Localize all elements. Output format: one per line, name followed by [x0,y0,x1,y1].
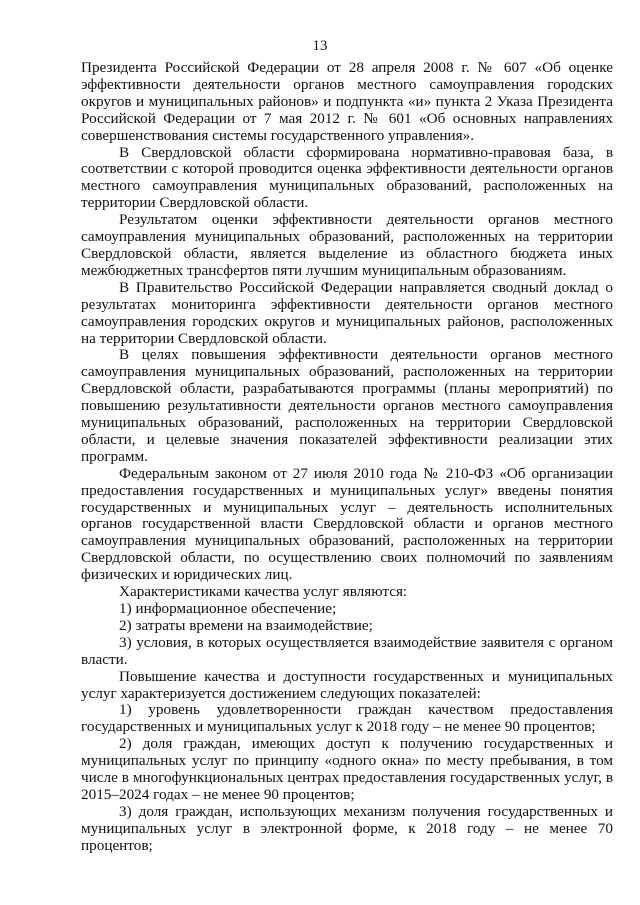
list-item: 3) условия, в которых осуществляется взаимодействие заявителя с органом власти. [81,633,613,668]
list-intro: Характеристиками качества услуг являются: [119,583,408,601]
list-item: 3) доля граждан, использующих механизм получения государственных и муниципальных услуг в электронной форме, к 2018 году – не менее 70 процентов; [81,802,613,854]
paragraph: Президента Российской Федерации от 28 апреля 2008 г. № 607 «Об оценке эффективности деятельности органов местного самоуправления городских округов и муниципальных районов» и подпункта «и» пункта 2 Указа Президента Российской Федерации от 7 мая 2012 г. № 601 «Об основных направлениях совершенствования системы государственного управления». [81,59,613,144]
paragraph: В Свердловской области сформирована нормативно-правовая база, в соответствии с которой проводится оценка эффективности деятельности органов местного самоуправления муниципальных образований, расположенных на территории Свердловской области. [81,143,613,212]
list-item: 1) уровень удовлетворенности граждан качеством предоставления государственных и муниципальных услуг к 2018 году – не менее 90 процентов; [81,701,613,736]
list-item: 1) информационное обеспечение; [119,600,337,617]
page-number: 13 [312,38,328,54]
paragraph: В целях повышения эффективности деятельности органов местного самоуправления муниципальных образований, расположенных на территории Свердловской области, разрабатываются программы (планы мероприятий) по повышению результативности деятельности органов местного самоуправления муниципальных образований, расположенных на территории Свердловской области, и целевые значения показателей эффективности реализации этих программ. [81,346,613,465]
paragraph: В Правительство Российской Федерации направляется сводный доклад о результатах мониторинга эффективности деятельности органов местного самоуправления городских округов и муниципальных районов, расположенных на территории Свердловской области. [81,278,613,347]
list-item: 2) затраты времени на взаимодействие; [119,616,373,634]
list-intro: Повышение качества и доступности государственных и муниципальных услуг характеризуется достижением следующих показателей: [81,667,613,702]
paragraph: Федеральным законом от 27 июля 2010 года № 210-ФЗ «Об организации предоставления государственных и муниципальных услуг» введены понятия государственных и муниципальных услуг – деятельность исполнительных органов государственной власти Свердловской области и органов местного самоуправления муниципальных образований, расположенных на территории Свердловской области, по осуществлению своих полномочий по заявлениям физических и юридических лиц. [81,464,613,584]
list-item: 2) доля граждан, имеющих доступ к получению государственных и муниципальных услуг по принципу «одного окна» по месту пребывания, в том числе в многофункциональных центрах предоставления государственных услуг, в 2015–2024 годах – не менее 90 процентов; [81,735,613,803]
paragraph: Результатом оценки эффективности деятельности органов местного самоуправления муниципальных образований, расположенных на территории Свердловской области, является выделение из областного бюджета иных межбюджетных трансфертов пяти лучшим муниципальным образованиям. [81,211,613,279]
body-text [81,60,613,855]
